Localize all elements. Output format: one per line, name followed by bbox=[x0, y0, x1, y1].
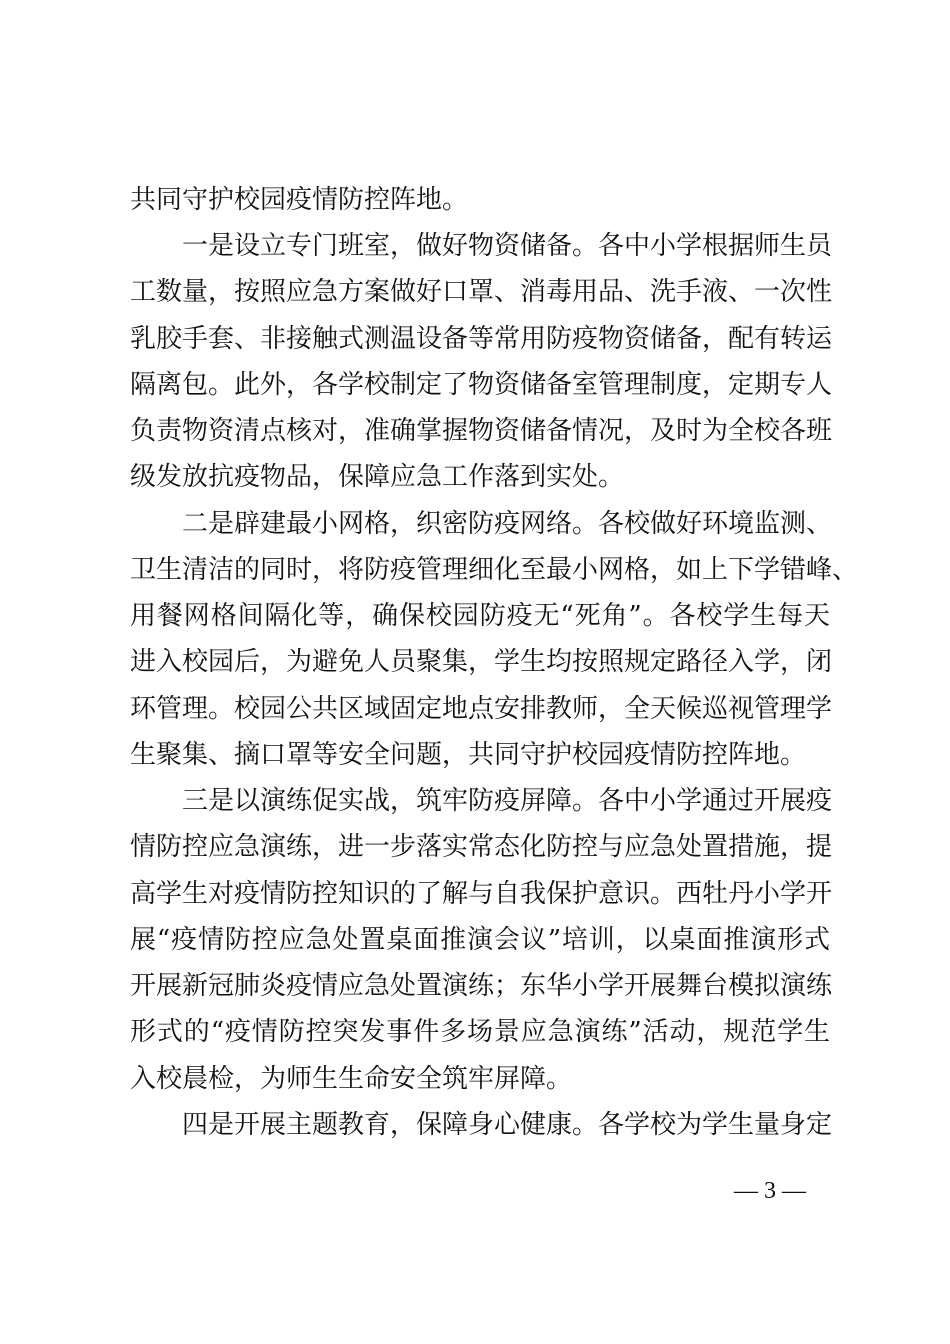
text-line: 进入校园后，为避免人员聚集，学生均按照规定路径入学，闭 bbox=[130, 647, 833, 677]
text-line: 展“疫情防控应急处置桌面推演会议”培训，以桌面推演形式 bbox=[130, 925, 830, 955]
text-line: 级发放抗疫物品，保障应急工作落到实处。 bbox=[130, 462, 625, 492]
text-line: 负责物资清点核对，准确掌握物资储备情况，及时为全校各班 bbox=[130, 416, 833, 446]
page-number: — 3 — bbox=[734, 1178, 806, 1204]
text-line: 环管理。校园公共区域固定地点安排教师，全天候巡视管理学 bbox=[130, 694, 833, 724]
text-line: 生聚集、摘口罩等安全问题，共同守护校园疫情防控阵地。 bbox=[130, 740, 807, 770]
text-line: 用餐网格间隔化等，确保校园防疫无“死角”。各校学生每天 bbox=[130, 601, 830, 631]
text-line: 共同守护校园疫情防控阵地。 bbox=[130, 185, 469, 215]
text-line: 形式的“疫情防控突发事件多场景应急演练”活动，规范学生 bbox=[130, 1017, 830, 1047]
paragraph-heading-line: 四是开展主题教育，保障身心健康。各学校为学生量身定 bbox=[182, 1110, 833, 1140]
text-line: 隔离包。此外，各学校制定了物资储备室管理制度，定期专人 bbox=[130, 370, 833, 400]
text-line: 高学生对疫情防控知识的了解与自我保护意识。西牡丹小学开 bbox=[130, 879, 833, 909]
text-line: 乳胶手套、非接触式测温设备等常用防疫物资储备，配有转运 bbox=[130, 324, 833, 354]
paragraph-heading-line: 二是辟建最小网格，织密防疫网络。各校做好环境监测、 bbox=[182, 509, 833, 539]
text-line: 工数量，按照应急方案做好口罩、消毒用品、洗手液、一次性 bbox=[130, 277, 833, 307]
text-line: 卫生清洁的同时，将防疫管理细化至最小网格，如上下学错峰、 bbox=[130, 555, 859, 585]
text-line: 情防控应急演练，进一步落实常态化防控与应急处置措施，提 bbox=[130, 832, 833, 862]
text-line: 开展新冠肺炎疫情应急处置演练；东华小学开展舞台模拟演练 bbox=[130, 971, 833, 1001]
paragraph-heading-line: 三是以演练促实战，筑牢防疫屏障。各中小学通过开展疫 bbox=[182, 786, 833, 816]
text-line: 入校晨检，为师生生命安全筑牢屏障。 bbox=[130, 1064, 573, 1094]
paragraph-heading-line: 一是设立专门班室，做好物资储备。各中小学根据师生员 bbox=[182, 231, 833, 261]
